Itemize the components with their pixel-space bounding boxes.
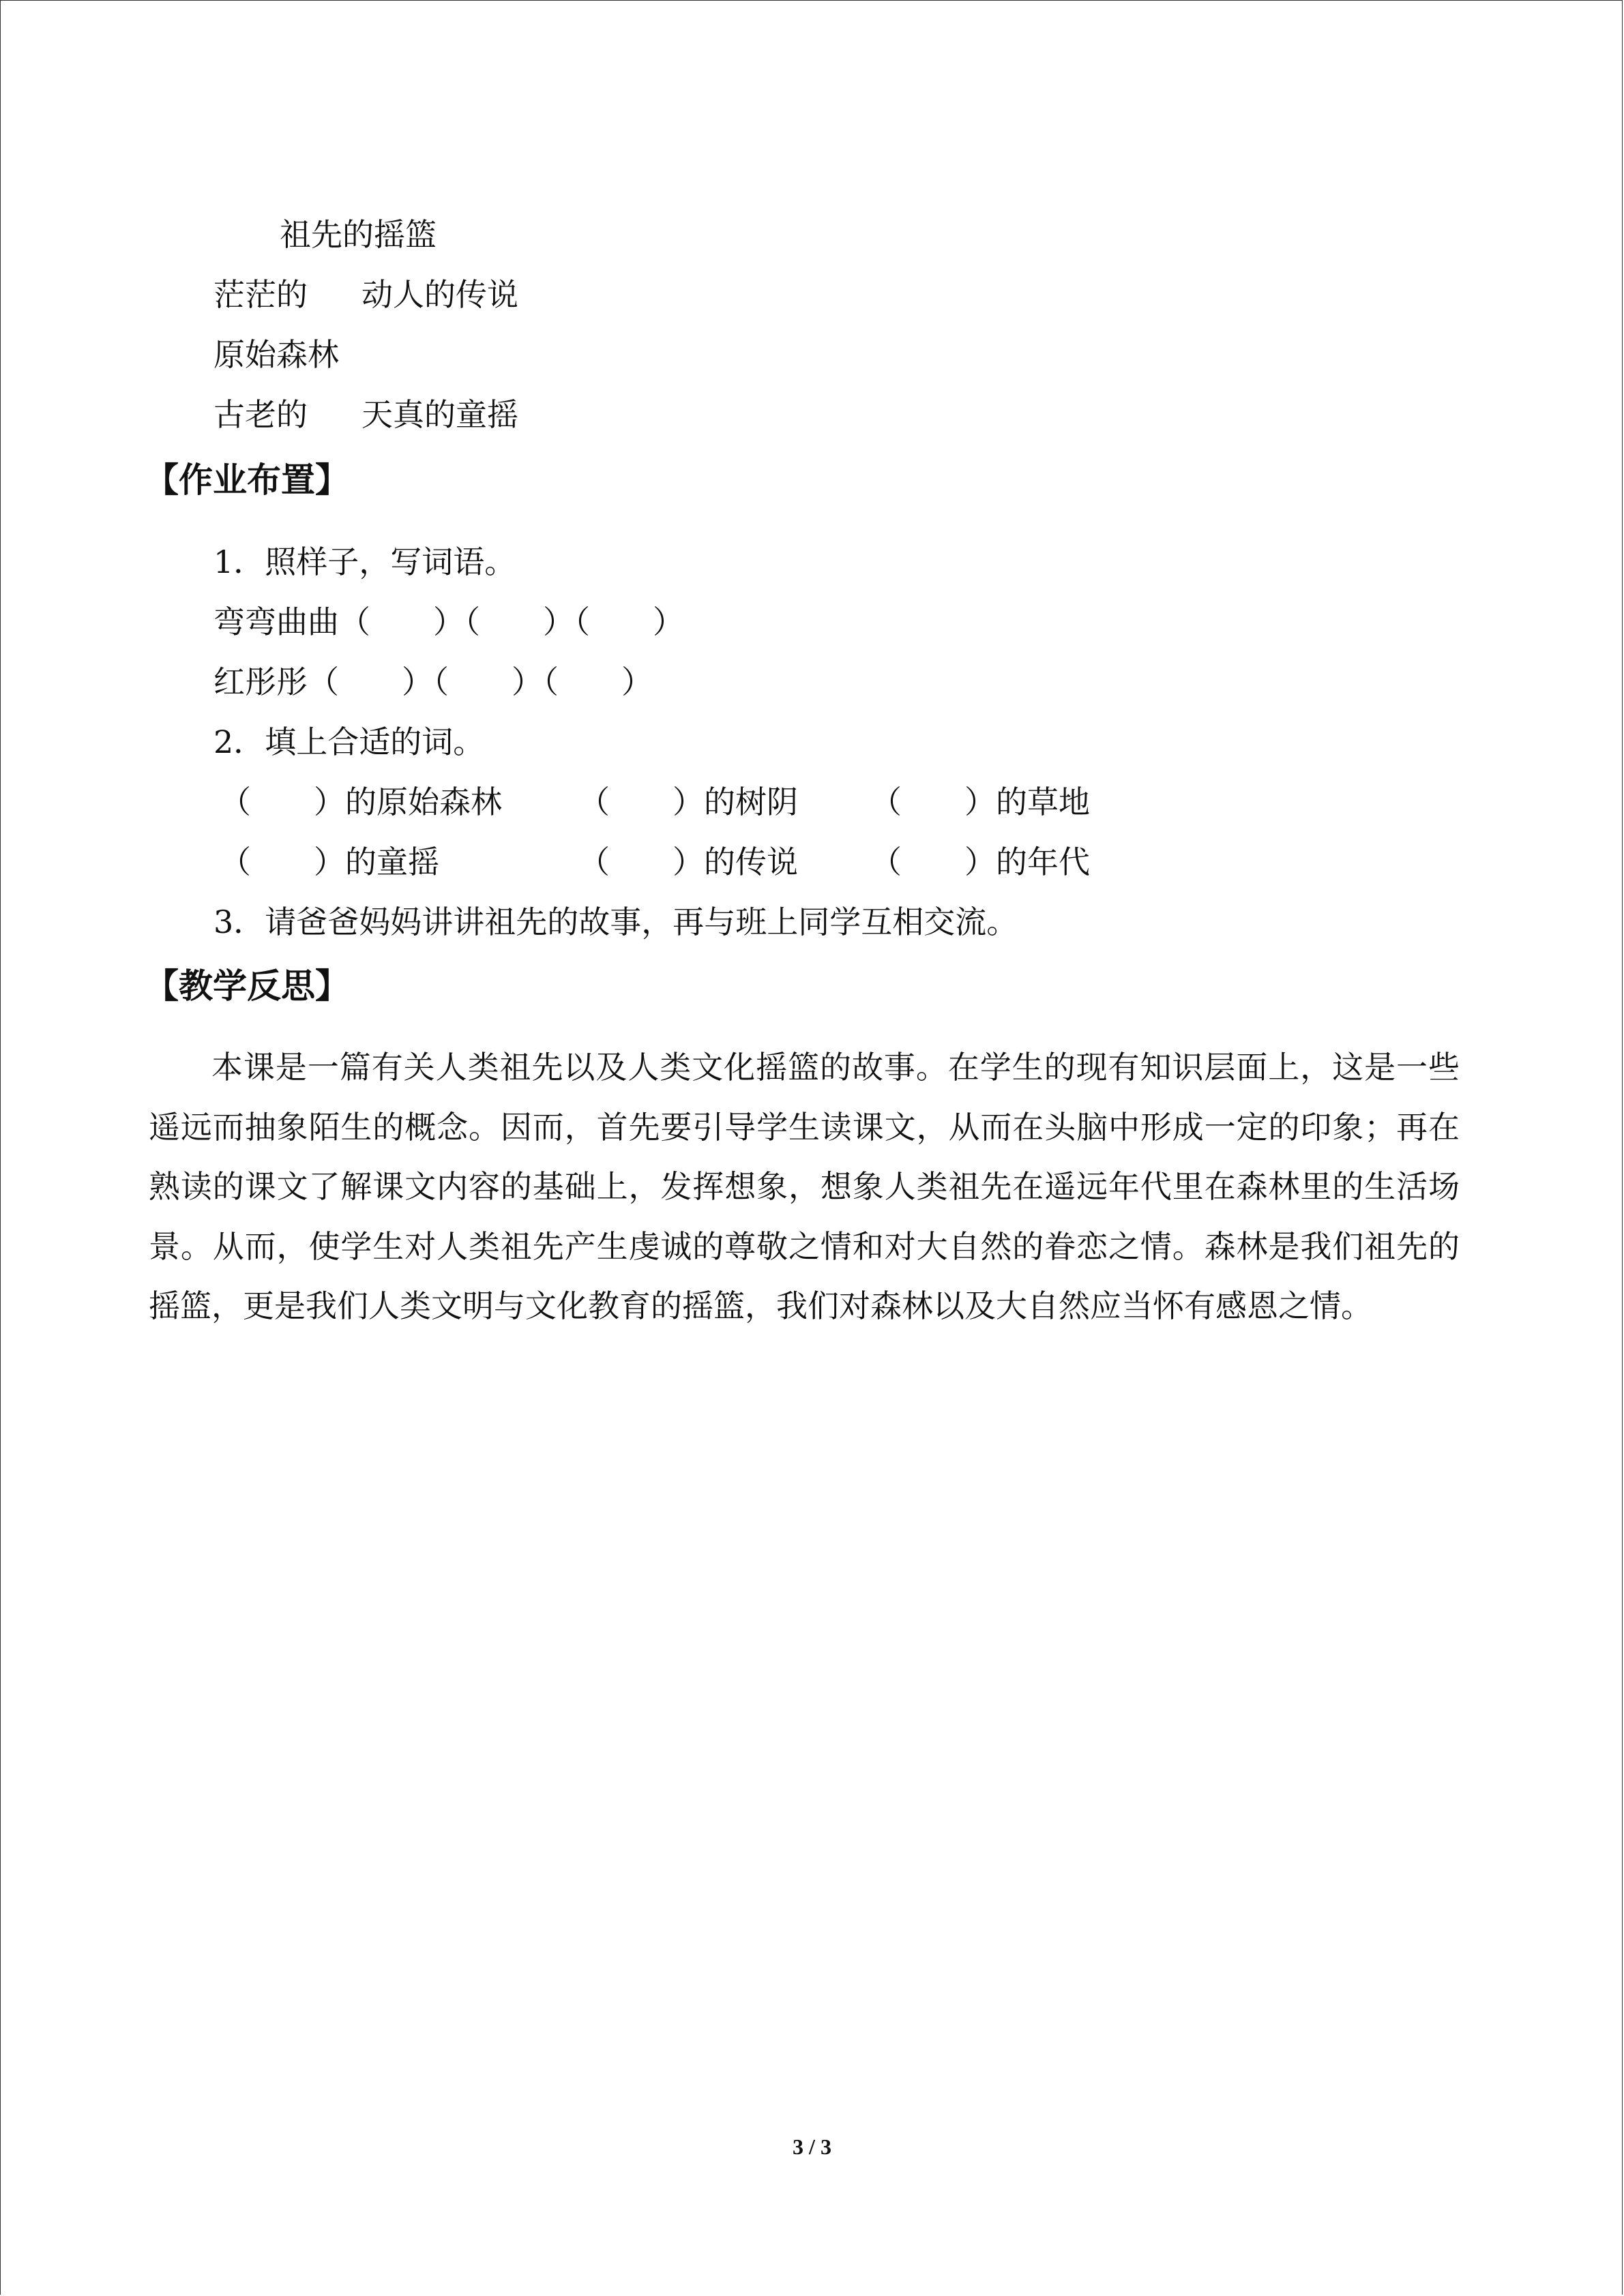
- homework-q1: 1．照样子，写词语。: [213, 543, 516, 580]
- page-number: 3 / 3: [793, 2134, 831, 2159]
- blank-cell: （ ）的童摇: [220, 844, 439, 880]
- homework-q1-row2: 红彤彤（ ）（ ）（ ）: [213, 664, 653, 700]
- reflection-paragraph: 本课是一篇有关人类祖先以及人类文化摇篮的故事。在学生的现有知识层面上，这是一些遥远而抽象陌生的概念。因而，首先要引导学生读课文，从而在头脑中形成一定的印象；再在熟读的课文了解课文内容的基础上，发挥想象，想象人类祖先在遥远年代里在森林里的生活场景。从而，使学生对人类祖先产生虔诚的尊敬之情和对大自然的眷恋之情。森林是我们祖先的摇篮，更是我们人类文明与文化教育的摇篮，我们对森林以及大自然应当怀有感恩之情。: [149, 1049, 1460, 1324]
- poem-line3-right: 天真的童摇: [361, 396, 518, 433]
- blank-cell: （ ）的原始森林: [220, 784, 502, 820]
- blank-cell: （ ）的传说: [578, 844, 798, 880]
- blank-cell: （ ）的草地: [870, 784, 1090, 820]
- poem-line3-left: 古老的: [213, 396, 308, 433]
- homework-q2: 2．填上合适的词。: [213, 724, 485, 760]
- blank-cell: （ ）的树阴: [578, 784, 798, 820]
- poem-line1-right: 动人的传说: [361, 276, 518, 313]
- homework-q1-row1: 弯弯曲曲（ ）（ ）（ ）: [213, 603, 684, 640]
- reflection-heading: 【教学反思】: [145, 966, 349, 1006]
- poem-line2: 原始森林: [213, 336, 339, 373]
- homework-q3: 3．请爸爸妈妈讲讲祖先的故事，再与班上同学互相交流。: [213, 904, 1018, 940]
- blank-cell: （ ）的年代: [870, 844, 1090, 880]
- homework-heading: 【作业布置】: [145, 460, 349, 500]
- poem-title: 祖先的摇篮: [280, 216, 437, 253]
- poem-line1-left: 茫茫的: [213, 276, 308, 313]
